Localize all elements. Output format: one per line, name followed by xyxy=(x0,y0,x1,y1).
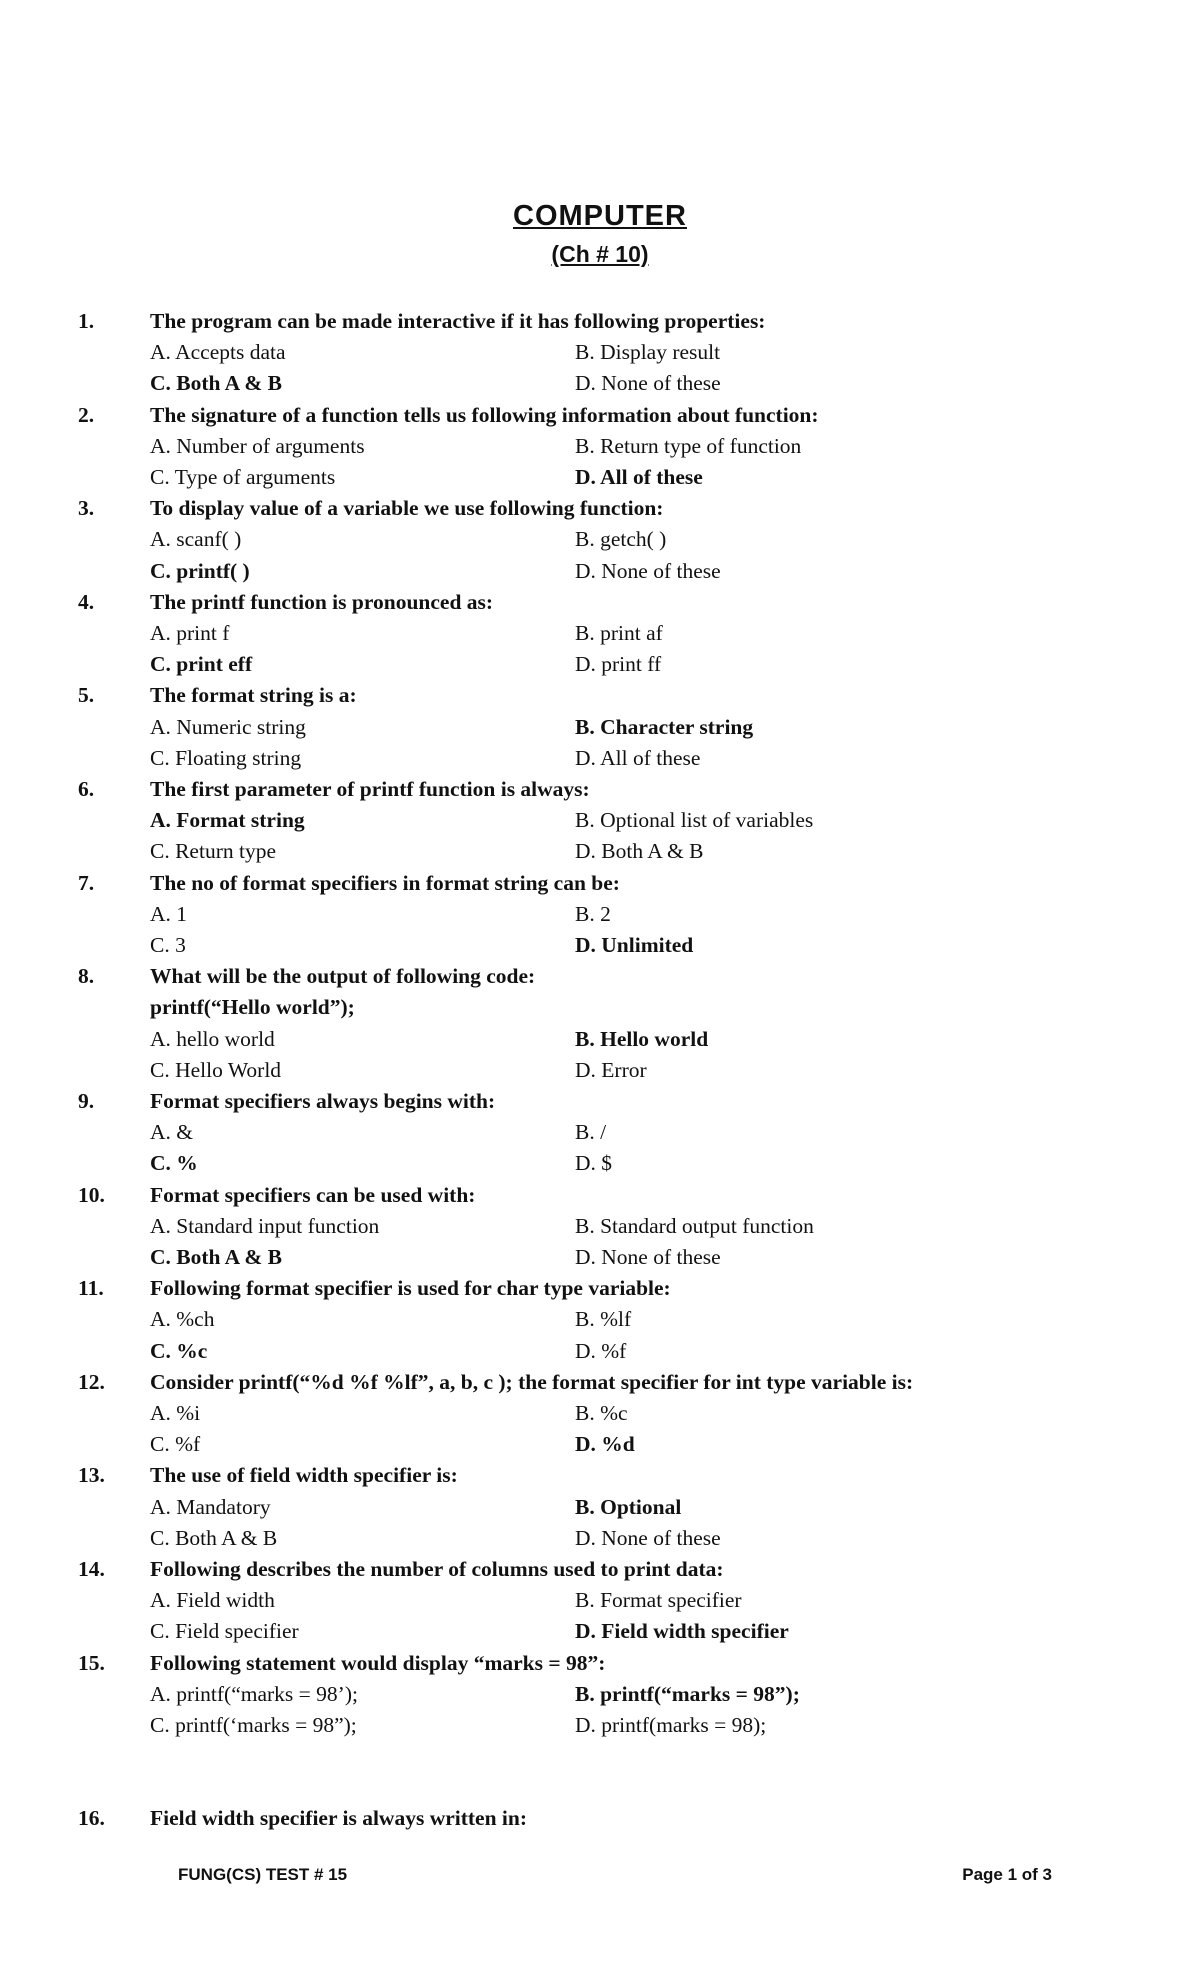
option: C. printf(‘marks = 98”); xyxy=(150,1713,357,1737)
option-correct: B. printf(“marks = 98”); xyxy=(575,1681,800,1706)
option: D. printf(marks = 98); xyxy=(575,1713,767,1737)
option: D. %f xyxy=(575,1338,627,1363)
option: C. 3 xyxy=(150,933,186,957)
option: D. Error xyxy=(575,1057,647,1082)
question-number: 4. xyxy=(78,589,95,614)
option-correct: D. %d xyxy=(575,1432,635,1457)
question-number: 2. xyxy=(78,402,95,427)
option: A. Numeric string xyxy=(150,714,306,739)
option: D. $ xyxy=(575,1151,613,1176)
chapter-subtitle: (Ch # 10) xyxy=(551,241,649,267)
option: D. Both A & B xyxy=(575,839,704,864)
question-text: Following statement would display “marks = 98”: xyxy=(150,1650,606,1675)
question-text: Consider printf(“%d %f %lf”, a, b, c ); the format specifier for int type variable is: xyxy=(150,1369,914,1394)
option-correct: A. Format string xyxy=(150,808,305,833)
question-number: 8. xyxy=(78,964,95,989)
option: D. None of these xyxy=(575,1245,721,1269)
question-text: Following describes the number of columns used to print data: xyxy=(150,1557,724,1581)
option-correct: B. Hello world xyxy=(575,1026,709,1051)
question-text: The printf function is pronounced as: xyxy=(150,589,494,614)
option: B. Optional list of variables xyxy=(575,808,814,833)
option: B. print af xyxy=(575,621,663,645)
question-number: 1. xyxy=(78,309,95,333)
option: A. Mandatory xyxy=(150,1494,271,1519)
option: C. Return type xyxy=(150,839,276,864)
option: A. %i xyxy=(150,1401,201,1425)
option-correct: C. print eff xyxy=(150,652,253,677)
option: A. & xyxy=(150,1120,193,1145)
option: B. Display result xyxy=(575,340,721,365)
footer-test-label: FUNG(CS) TEST # 15 xyxy=(178,1865,348,1884)
question-text: The signature of a function tells us following information about function: xyxy=(150,402,819,427)
option-correct: D. All of these xyxy=(575,465,703,489)
question-number: 10. xyxy=(78,1182,105,1207)
option: B. Format specifier xyxy=(575,1588,742,1613)
option: B. %lf xyxy=(575,1307,632,1332)
option-correct: C. Both A & B xyxy=(150,1245,283,1269)
question-text: The program can be made interactive if it has following properties: xyxy=(150,309,766,333)
option-correct: C. Both A & B xyxy=(150,371,283,396)
question-text: What will be the output of following code: xyxy=(150,964,536,989)
option: B. Standard output function xyxy=(575,1213,814,1238)
option: A. Accepts data xyxy=(150,340,286,365)
option-correct: D. Unlimited xyxy=(575,933,694,957)
option: B. %c xyxy=(575,1401,628,1425)
question-number: 16. xyxy=(78,1806,105,1831)
option: C. %f xyxy=(150,1432,201,1457)
option: A. 1 xyxy=(150,901,188,926)
question-number: 14. xyxy=(78,1557,105,1581)
option: D. All of these xyxy=(575,745,701,770)
page-title: COMPUTER xyxy=(513,200,687,232)
question-text: Format specifiers can be used with: xyxy=(150,1182,476,1207)
option: A. Number of arguments xyxy=(150,433,365,458)
question-number: 3. xyxy=(78,496,95,521)
option: C. Field specifier xyxy=(150,1619,299,1644)
question-text: The no of format specifiers in format string can be: xyxy=(150,870,620,895)
question-number: 9. xyxy=(78,1089,95,1113)
option: D. None of these xyxy=(575,558,721,583)
option-correct: B. Optional xyxy=(575,1494,682,1519)
option: D. None of these xyxy=(575,371,721,396)
question-text: To display value of a variable we use following function: xyxy=(150,496,664,521)
question-number: 11. xyxy=(78,1276,104,1301)
question-number: 7. xyxy=(78,870,95,895)
question-text: The format string is a: xyxy=(150,683,357,708)
option: A. print f xyxy=(150,621,230,645)
option: C. Type of arguments xyxy=(150,465,336,489)
option-correct: B. Character string xyxy=(575,714,754,739)
question-number: 15. xyxy=(78,1650,105,1675)
question-number: 6. xyxy=(78,777,95,801)
option: A. scanf( ) xyxy=(150,527,242,552)
option-correct: C. printf( ) xyxy=(150,558,250,583)
option: A. %ch xyxy=(150,1307,215,1332)
question-number: 12. xyxy=(78,1369,105,1394)
option: D. None of these xyxy=(575,1525,721,1550)
option: B. getch( ) xyxy=(575,527,667,552)
footer-page-number: Page 1 of 3 xyxy=(962,1865,1052,1884)
option: B. / xyxy=(575,1120,607,1145)
option-correct: C. %c xyxy=(150,1338,208,1363)
question-text: Format specifiers always begins with: xyxy=(150,1089,496,1113)
option: B. 2 xyxy=(575,901,611,926)
option: D. print ff xyxy=(575,652,662,677)
option: A. Field width xyxy=(150,1588,275,1613)
option: C. Floating string xyxy=(150,745,302,770)
option: A. hello world xyxy=(150,1026,275,1051)
question-number: 5. xyxy=(78,683,95,708)
option-correct: D. Field width specifier xyxy=(575,1619,789,1644)
question-text: The use of field width specifier is: xyxy=(150,1463,458,1488)
option: C. Hello World xyxy=(150,1057,282,1082)
question-text: The first parameter of printf function is always: xyxy=(150,777,590,801)
question-text: Field width specifier is always written in: xyxy=(150,1806,528,1831)
option-correct: C. % xyxy=(150,1151,198,1176)
question-text: Following format specifier is used for char type variable: xyxy=(150,1276,671,1301)
question-code: printf(“Hello world”); xyxy=(150,995,355,1020)
option: B. Return type of function xyxy=(575,433,802,458)
question-number: 13. xyxy=(78,1463,105,1488)
option: A. Standard input function xyxy=(150,1213,380,1238)
option: C. Both A & B xyxy=(150,1525,278,1550)
option: A. printf(“marks = 98’); xyxy=(150,1681,358,1706)
